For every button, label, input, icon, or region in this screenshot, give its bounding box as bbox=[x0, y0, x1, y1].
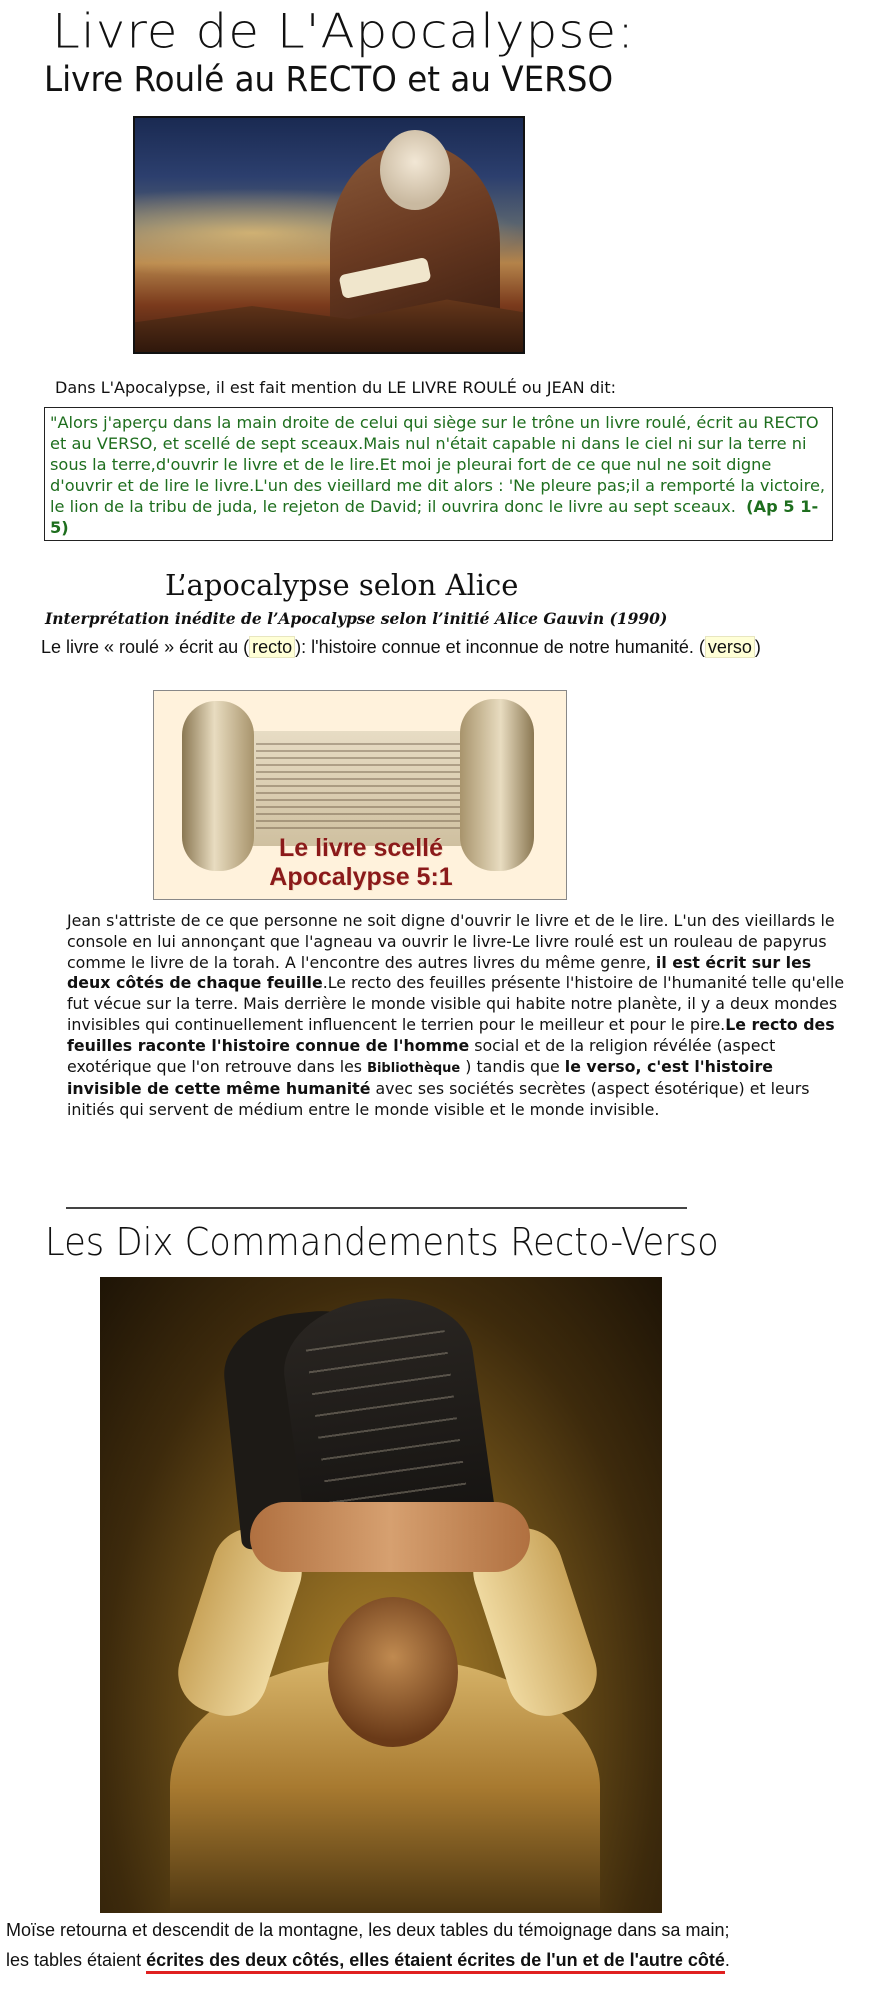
line-part-2: ): l'histoire connue et inconnue de notre humanité. ( bbox=[295, 637, 705, 657]
moses-face bbox=[328, 1597, 458, 1747]
page-title: Livre de L'Apocalypse: bbox=[52, 4, 635, 60]
jean-text-1: Jean s'attriste de ce que personne ne soit digne d'ouvrir le livre et de le lire. L'un des vieillards le console en lui annonçant que l'agneau va ouvrir le livre-Le livre roulé est un rouleau de papyrus comme le livre de la torah. A l'encontre des autres livres du même genre, bbox=[67, 911, 835, 972]
intro-text: Dans L'Apocalypse, il est fait mention du LE LIVRE ROULÉ ou JEAN dit: bbox=[55, 378, 616, 397]
line-part-1: Le livre « roulé » écrit au ( bbox=[41, 637, 250, 657]
quote-text: "Alors j'aperçu dans la main droite de celui qui siège sur le trône un livre roulé, écrit au RECTO et au VERSO, et scellé de sept sceaux.Mais nul n'était capable ni dans le ciel ni sur la terre ni sous la terre,d'ouvrir le livre et de le lire.Et moi je pleurai fort de ce que nul ne soit digne d'ouvrir et de lire le livre.L'un des vieillard me dit alors : 'Ne pleure pas;il a remporté la victoire, le lion de la tribu de juda, le rejeton de David; il ouvrira donc le livre au sept sceaux. bbox=[50, 413, 826, 516]
section-divider bbox=[66, 1207, 687, 1209]
jean-bold-1: il est écrit sur les deux côtés de chaque feuille bbox=[67, 952, 812, 993]
moise-underlined-phrase: écrites des deux côtés, elles étaient écrites de l'un et de l'autre côté bbox=[146, 1950, 725, 1974]
scroll-caption bbox=[154, 834, 567, 892]
moses-hands bbox=[250, 1502, 530, 1572]
verso-highlight: verso bbox=[705, 636, 755, 658]
moise-line-2-prefix: les tables étaient bbox=[6, 1950, 147, 1970]
quote-box bbox=[44, 407, 833, 541]
scroll-sheet bbox=[244, 731, 484, 846]
jean-bold-4: le verso, c'est l'histoire invisible de cette même humanité bbox=[67, 1056, 773, 1099]
moise-line-2 bbox=[6, 1950, 730, 1971]
jean-text-5: avec ses sociétés secrètes (aspect ésotérique) et leurs initiés qui servent de médium entre le monde visible et le monde invisible. bbox=[67, 1079, 810, 1120]
alice-subtitle: Interprétation inédite de l’Apocalypse selon l’initié Alice Gauvin (1990) bbox=[45, 609, 668, 628]
page-subtitle: Livre Roulé au RECTO et au VERSO bbox=[44, 60, 614, 100]
bibliotheque-link[interactable]: Bibliothèque bbox=[367, 1060, 461, 1076]
recto-verso-line bbox=[41, 637, 761, 658]
sealed-scroll-image bbox=[153, 690, 567, 900]
alice-title: L’apocalypse selon Alice bbox=[165, 568, 519, 602]
commandments-title: Les Dix Commandements Recto-Verso bbox=[45, 1220, 719, 1264]
moise-line-2-suffix: . bbox=[724, 1950, 730, 1970]
prophet-head bbox=[380, 130, 450, 210]
scroll-caption-line-1: Le livre scellé bbox=[278, 834, 443, 862]
jean-bold-2: Le recto des feuilles raconte l'histoire connue de l'homme bbox=[67, 1014, 835, 1055]
jean-text-2: .Le recto des feuilles présente l'histoire de l'humanité telle qu'elle fut vécue sur la terre. Mais derrière le monde visible qui habite notre planète, il y a deux mondes invisibles qui continuellement influencent le terrien pour le meilleur et pour le pire. bbox=[67, 973, 845, 1034]
line-part-3: ) bbox=[754, 637, 761, 657]
recto-highlight: recto bbox=[249, 636, 295, 658]
jean-text-3: social et de la religion révélée (aspect exotérique que l'on retrouve dans les bbox=[67, 1035, 776, 1076]
moise-line-1: Moïse retourna et descendit de la montagne, les deux tables du témoignage dans sa main; bbox=[6, 1920, 730, 1940]
moses-tablets-image bbox=[100, 1277, 662, 1913]
jean-text-4: ) tandis que bbox=[460, 1056, 565, 1076]
quote-paragraph bbox=[50, 412, 826, 538]
jean-paragraph bbox=[67, 911, 853, 1121]
scroll-caption-line-2: Apocalypse 5:1 bbox=[269, 863, 453, 891]
quote-reference: (Ap 5 1-5) bbox=[50, 497, 819, 537]
prophet-writing-image bbox=[133, 116, 525, 354]
